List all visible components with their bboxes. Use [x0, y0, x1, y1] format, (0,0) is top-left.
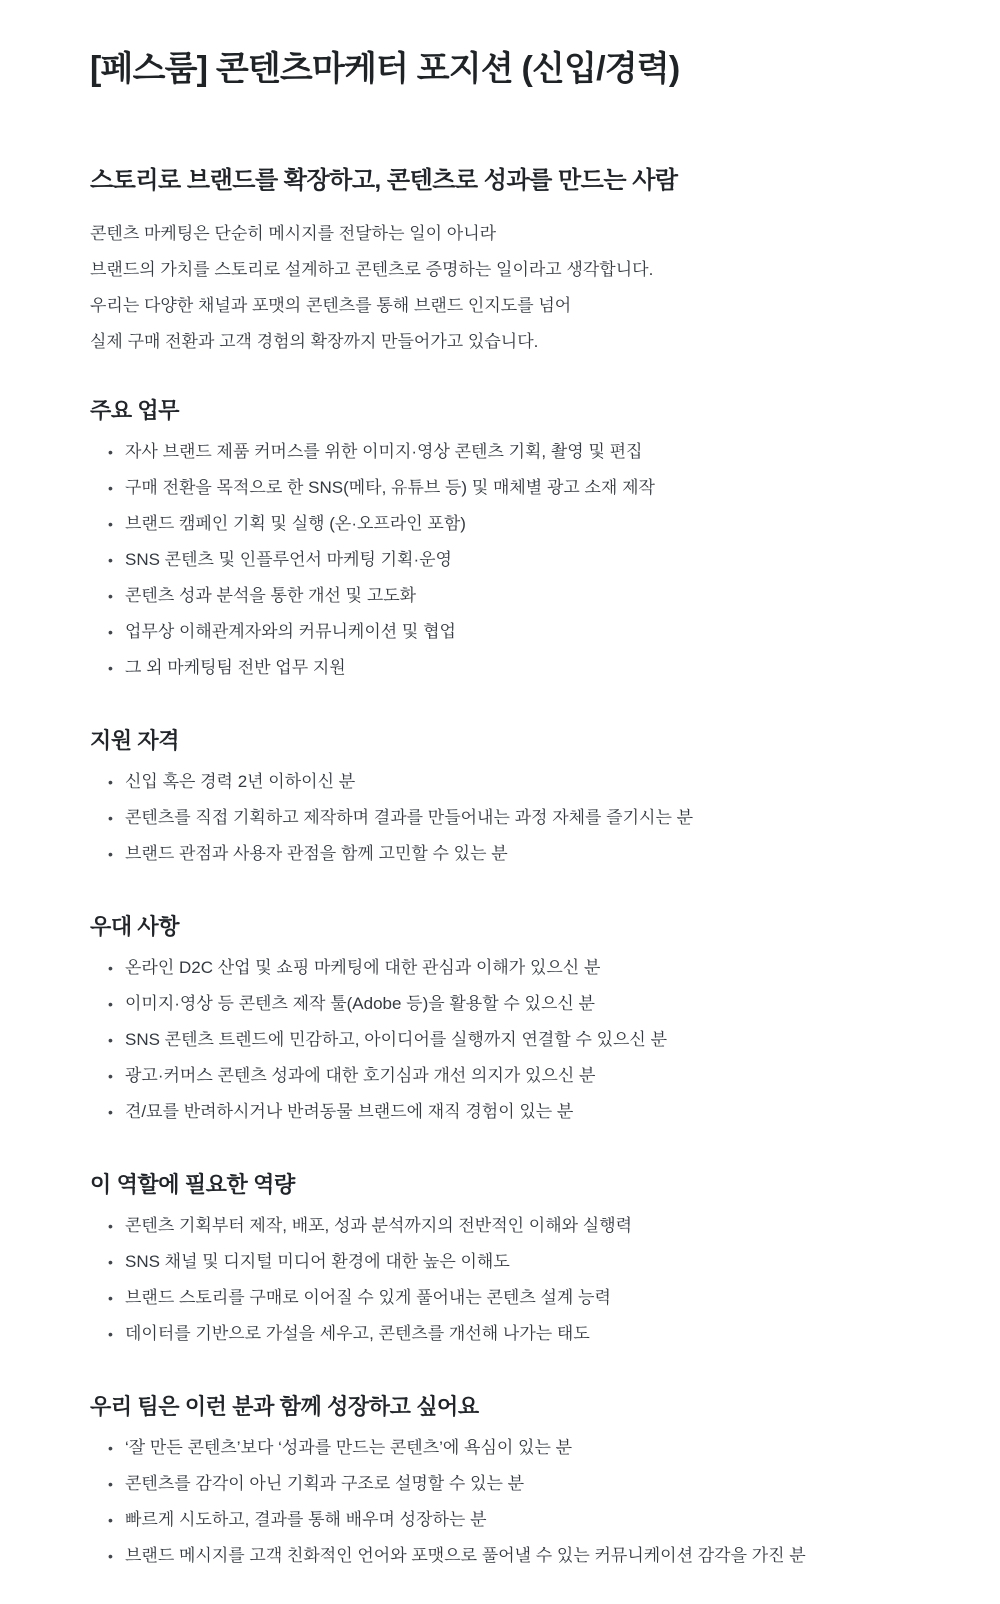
- section-required-competencies: [90, 1170, 912, 1352]
- section-heading-qualifications: 지원 자격: [90, 727, 180, 753]
- section-preferred: [90, 912, 912, 1130]
- list-item: • ‘잘 만든 콘텐츠’보다 ‘성과를 만드는 콘텐츠’에 욕심이 있는 분: [90, 1430, 912, 1466]
- section-heading-preferred: 우대 사항: [90, 913, 180, 939]
- list-item: • 그 외 마케팅팀 전반 업무 지원: [90, 650, 912, 686]
- intro-heading: 스토리로 브랜드를 확장하고, 콘텐츠로 성과를 만드는 사람: [90, 167, 678, 195]
- list-item: • 브랜드 스토리를 구매로 이어질 수 있게 풀어내는 콘텐츠 설계 능력: [90, 1280, 912, 1316]
- list-item: • SNS 콘텐츠 및 인플루언서 마케팅 기획·운영: [90, 542, 912, 578]
- bullet-list: [90, 764, 912, 872]
- list-item: • 온라인 D2C 산업 및 쇼핑 마케팅에 대한 관심과 이해가 있으신 분: [90, 950, 912, 986]
- list-item: • 콘텐츠를 감각이 아닌 기획과 구조로 설명할 수 있는 분: [90, 1466, 912, 1502]
- section-main-duties: [90, 396, 912, 686]
- list-item: • SNS 채널 및 디지털 미디어 환경에 대한 높은 이해도: [90, 1244, 912, 1280]
- section-heading-competencies: 이 역할에 필요한 역량: [90, 1171, 295, 1197]
- bullet-list: [90, 1430, 912, 1574]
- intro-paragraph: [90, 216, 912, 360]
- paragraph-line: 브랜드의 가치를 스토리로 설계하고 콘텐츠로 증명하는 일이라고 생각합니다.: [90, 259, 654, 279]
- section-team-growth: [90, 1392, 912, 1574]
- list-item: • 신입 혹은 경력 2년 이하이신 분: [90, 764, 912, 800]
- list-item: • 견/묘를 반려하시거나 반려동물 브랜드에 재직 경험이 있는 분: [90, 1094, 912, 1130]
- list-item: • 브랜드 관점과 사용자 관점을 함께 고민할 수 있는 분: [90, 836, 912, 872]
- list-item: • SNS 콘텐츠 트렌드에 민감하고, 아이디어를 실행까지 연결할 수 있으신 분: [90, 1022, 912, 1058]
- list-item: • 데이터를 기반으로 가설을 세우고, 콘텐츠를 개선해 나가는 태도: [90, 1316, 912, 1352]
- paragraph-line: 실제 구매 전환과 고객 경험의 확장까지 만들어가고 있습니다.: [90, 331, 539, 351]
- list-item: • 구매 전환을 목적으로 한 SNS(메타, 유튜브 등) 및 매체별 광고 소재 제작: [90, 470, 912, 506]
- list-item: • 광고·커머스 콘텐츠 성과에 대한 호기심과 개선 의지가 있으신 분: [90, 1058, 912, 1094]
- list-item: • 브랜드 캠페인 기획 및 실행 (온·오프라인 포함): [90, 506, 912, 542]
- bullet-list: [90, 950, 912, 1130]
- list-item: • 이미지·영상 등 콘텐츠 제작 툴(Adobe 등)을 활용할 수 있으신 분: [90, 986, 912, 1022]
- paragraph-line: 우리는 다양한 채널과 포맷의 콘텐츠를 통해 브랜드 인지도를 넘어: [90, 295, 572, 315]
- page-title: [페스룸] 콘텐츠마케터 포지션 (신입/경력): [90, 50, 680, 88]
- list-item: • 빠르게 시도하고, 결과를 통해 배우며 성장하는 분: [90, 1502, 912, 1538]
- list-item: • 콘텐츠 성과 분석을 통한 개선 및 고도화: [90, 578, 912, 614]
- list-item: • 콘텐츠 기획부터 제작, 배포, 성과 분석까지의 전반적인 이해와 실행력: [90, 1208, 912, 1244]
- list-item: • 콘텐츠를 직접 기획하고 제작하며 결과를 만들어내는 과정 자체를 즐기시는 분: [90, 800, 912, 836]
- bullet-list: [90, 1208, 912, 1352]
- bullet-list: [90, 434, 912, 686]
- section-heading-main-duties: 주요 업무: [90, 397, 180, 423]
- list-item: • 브랜드 메시지를 고객 친화적인 언어와 포맷으로 풀어낼 수 있는 커뮤니케이션 감각을 가진 분: [90, 1538, 912, 1574]
- list-item: • 자사 브랜드 제품 커머스를 위한 이미지·영상 콘텐츠 기획, 촬영 및 편집: [90, 434, 912, 470]
- section-heading-team-growth: 우리 팀은 이런 분과 함께 성장하고 싶어요: [90, 1393, 479, 1419]
- section-qualifications: [90, 726, 912, 872]
- list-item: • 업무상 이해관계자와의 커뮤니케이션 및 협업: [90, 614, 912, 650]
- paragraph-line: 콘텐츠 마케팅은 단순히 메시지를 전달하는 일이 아니라: [90, 223, 497, 243]
